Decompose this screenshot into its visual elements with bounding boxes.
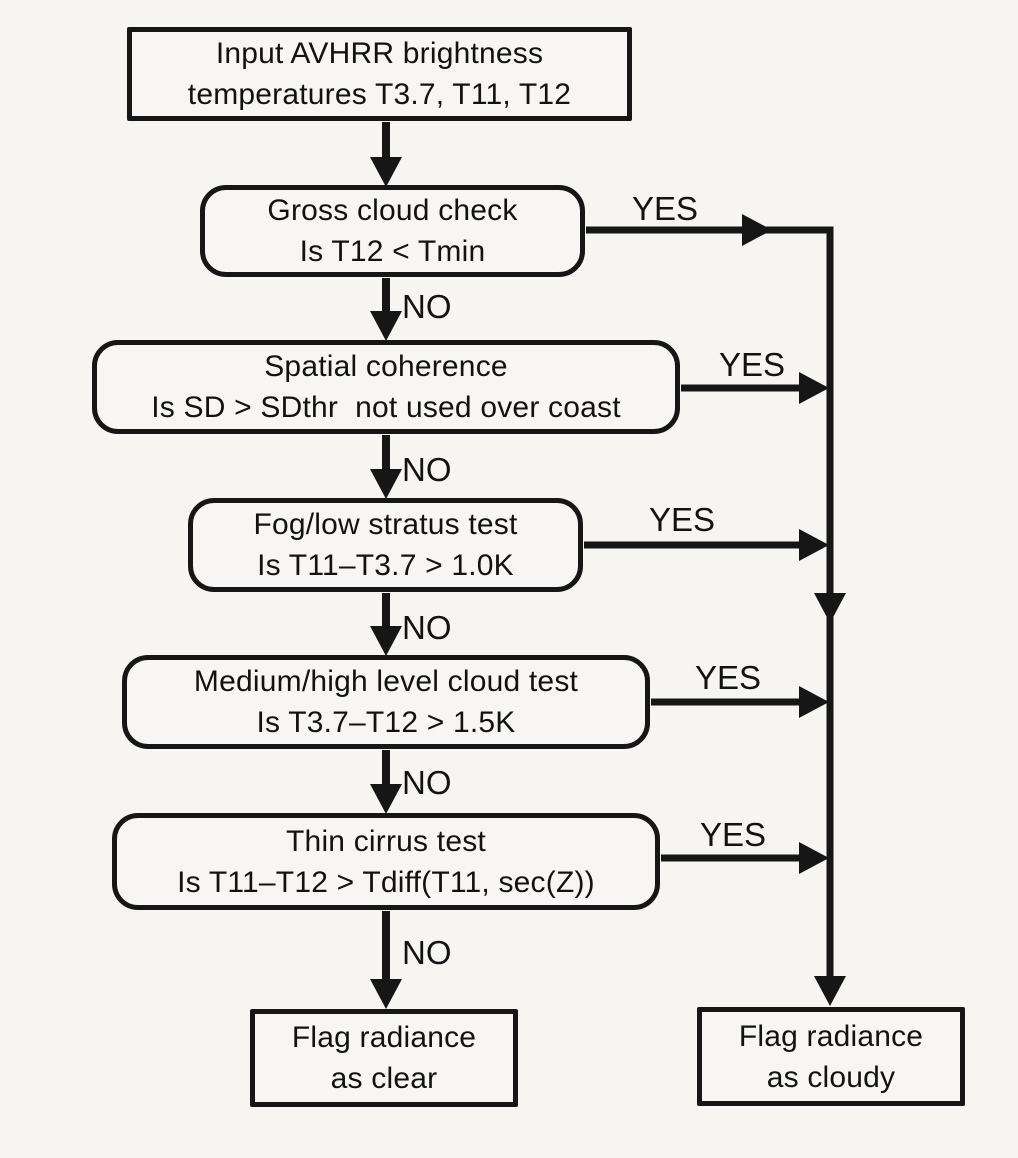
edge-label-no-gross: NO <box>402 288 452 325</box>
arrowhead-down-icon <box>370 311 402 341</box>
edge-label-yes-cirrus: YES <box>699 816 767 853</box>
arrowhead-down-icon <box>370 784 402 814</box>
node-line1: Medium/high level cloud test <box>193 665 579 698</box>
node-gross-cloud-check <box>200 185 585 277</box>
edge-label-no-cirrus: NO <box>402 934 452 971</box>
node-line2: Is T3.7–T12 > 1.5K <box>256 706 516 739</box>
edge-label-no-spatial: NO <box>402 451 452 488</box>
node-flag-cloudy <box>697 1007 965 1106</box>
edge-label-no-fog: NO <box>402 609 452 646</box>
node-line1: Spatial coherence <box>264 350 508 383</box>
arrowhead-right-icon <box>799 686 829 718</box>
arrowhead-down-icon <box>370 469 402 499</box>
edge-label-yes-gross: YES <box>631 190 699 227</box>
node-spatial-coherence <box>92 340 680 434</box>
arrowhead-down-icon <box>370 157 402 187</box>
arrowhead-down-icon <box>814 976 846 1006</box>
node-medium-high-cloud-test <box>122 655 650 749</box>
node-line1: Gross cloud check <box>267 194 518 227</box>
node-line2: Is T11–T12 > Tdiff(T11, sec(Z)) <box>177 865 595 899</box>
node-input-brightness-temperatures <box>127 27 632 121</box>
node-line2: Is T12 < Tmin <box>299 235 486 268</box>
node-line2: as clear <box>330 1062 438 1095</box>
node-line2: Is SD > SDthr not used over coast <box>151 391 621 424</box>
arrowhead-right-icon <box>799 842 829 874</box>
arrowhead-down-icon <box>370 626 402 656</box>
arrowhead-right-icon <box>742 214 772 246</box>
node-line1: Fog/low stratus test <box>253 508 518 541</box>
node-line2: temperatures T3.7, T11, T12 <box>187 78 572 111</box>
arrowhead-right-icon <box>799 372 829 404</box>
node-flag-clear <box>250 1009 518 1107</box>
node-fog-low-stratus-test <box>188 498 583 592</box>
node-thin-cirrus-test <box>112 813 660 910</box>
node-line1: Thin cirrus test <box>286 824 486 858</box>
node-line1: Input AVHRR brightness <box>215 37 544 70</box>
arrowhead-right-icon <box>799 529 829 561</box>
edge-label-no-medium: NO <box>402 764 452 801</box>
node-line2: as cloudy <box>766 1060 896 1094</box>
node-line2: Is T11–T3.7 > 1.0K <box>257 549 514 582</box>
node-line1: Flag radiance <box>738 1019 924 1053</box>
edge-label-yes-spatial: YES <box>718 346 786 383</box>
arrowhead-down-icon <box>814 593 846 623</box>
edge-label-yes-medium: YES <box>694 659 762 696</box>
node-line1: Flag radiance <box>291 1021 477 1054</box>
arrowhead-down-icon <box>370 979 402 1009</box>
edge-label-yes-fog: YES <box>648 501 716 538</box>
